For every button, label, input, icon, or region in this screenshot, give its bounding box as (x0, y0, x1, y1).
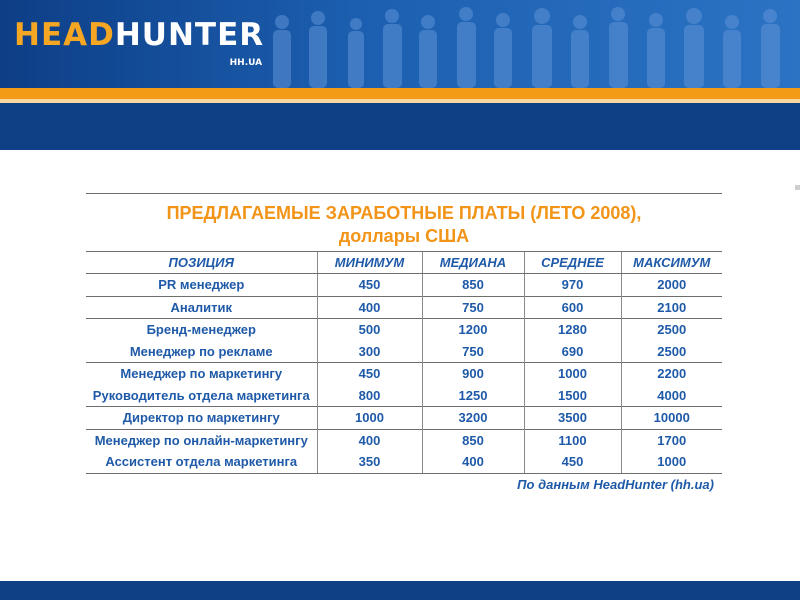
cell-max: 1700 (621, 429, 722, 451)
table-row (86, 385, 722, 407)
footer-bar (0, 581, 800, 600)
table-title-line2: доллары США (338, 226, 470, 246)
table-row (86, 451, 722, 473)
edge-mark (795, 185, 800, 190)
column-header-min: МИНИМУМ (317, 252, 422, 274)
cell-max: 2200 (621, 363, 722, 385)
cell-min: 400 (317, 296, 422, 319)
table-row (86, 407, 722, 430)
table-header-row (86, 252, 722, 274)
cell-min: 300 (317, 341, 422, 363)
cell-median: 850 (422, 274, 524, 297)
cell-min: 1000 (317, 407, 422, 430)
cell-min: 400 (317, 429, 422, 451)
cell-position: Бренд-менеджер (86, 319, 317, 341)
cell-min: 350 (317, 451, 422, 473)
cell-max: 2500 (621, 319, 722, 341)
cell-min: 450 (317, 274, 422, 297)
cell-position: Ассистент отдела маркетинга (86, 451, 317, 473)
cell-mean: 690 (524, 341, 621, 363)
cell-mean: 1000 (524, 363, 621, 385)
cell-position: Менеджер по маркетингу (86, 363, 317, 385)
cell-median: 750 (422, 296, 524, 319)
salary-table (86, 251, 722, 474)
column-header-max: МАКСИМУМ (621, 252, 722, 274)
cell-max: 10000 (621, 407, 722, 430)
table-title-line1: ПРЕДЛАГАЕМЫЕ ЗАРАБОТНЫЕ ПЛАТЫ (ЛЕТО 2008), (166, 203, 642, 223)
header-banner (0, 0, 800, 88)
headhunter-logo[interactable] (14, 17, 265, 68)
salary-table-block (86, 193, 722, 492)
cell-min: 500 (317, 319, 422, 341)
cell-min: 800 (317, 385, 422, 407)
column-header-mean: СРЕДНЕЕ (524, 252, 621, 274)
table-row (86, 296, 722, 319)
cell-position: PR менеджер (158, 277, 245, 292)
cell-median: 1200 (422, 319, 524, 341)
table-row (86, 274, 722, 297)
table-row (86, 341, 722, 363)
table-row (86, 429, 722, 451)
cell-median: 3200 (422, 407, 524, 430)
cell-median: 400 (422, 451, 524, 473)
logo-hunter-text: HUNTER (114, 17, 265, 53)
cell-position: Аналитик (86, 296, 317, 319)
source-note: По данным HeadHunter (hh.ua) (517, 476, 714, 492)
cell-min: 450 (317, 363, 422, 385)
cell-position: Директор по маркетингу (86, 407, 317, 430)
cell-mean: 1100 (524, 429, 621, 451)
cell-position: Руководитель отдела маркетинга (92, 387, 310, 403)
cell-mean: 1500 (524, 385, 621, 407)
cell-max: 4000 (621, 385, 722, 407)
cell-max: 2100 (621, 296, 722, 319)
column-header-position: ПОЗИЦИЯ (86, 252, 317, 274)
orange-stripe (0, 88, 800, 99)
table-row (86, 363, 722, 385)
table-title (86, 194, 722, 251)
logo-head-text: HEAD (14, 17, 115, 53)
cell-median: 1250 (422, 385, 524, 407)
cell-mean: 970 (524, 274, 621, 297)
column-header-median: МЕДИАНА (422, 252, 524, 274)
table-row (86, 319, 722, 341)
cell-mean: 600 (524, 296, 621, 319)
cell-median: 900 (422, 363, 524, 385)
cell-median: 850 (422, 429, 524, 451)
logo-domain-text: HH.UA (229, 58, 263, 68)
cell-max: 1000 (621, 451, 722, 473)
cell-max: 2000 (621, 274, 722, 297)
cell-mean: 1280 (524, 319, 621, 341)
cell-position: Менеджер по онлайн-маркетингу (86, 429, 317, 451)
cell-mean: 3500 (524, 407, 621, 430)
cell-mean: 450 (524, 451, 621, 473)
cell-position: Менеджер по рекламе (129, 343, 273, 359)
cell-median: 750 (422, 341, 524, 363)
blue-stripe (0, 103, 800, 150)
cell-max: 2500 (621, 341, 722, 363)
